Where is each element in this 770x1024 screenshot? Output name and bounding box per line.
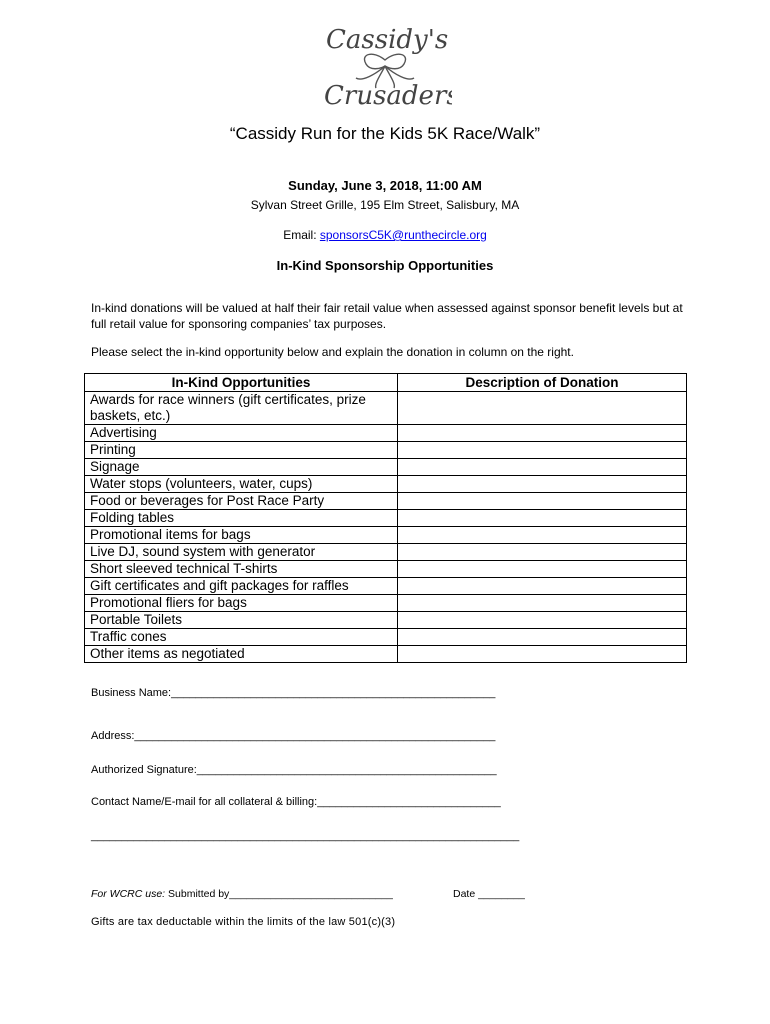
description-cell[interactable] [398,510,687,527]
table-row [85,442,687,459]
table-row [85,561,687,578]
table-row [85,595,687,612]
description-cell[interactable] [398,646,687,663]
table-row [85,646,687,663]
tax-note: Gifts are tax deductable within the limits of the law 501(c)(3) [91,916,396,928]
opportunity-cell[interactable]: Traffic cones [85,629,398,646]
table-row [85,392,687,425]
address-field[interactable]: Address:___________________________________________________________ [91,730,496,742]
contact-continuation-line[interactable]: ______________________________________________________________________ [91,830,520,842]
opportunity-cell[interactable]: Promotional items for bags [85,527,398,544]
header-opportunities: In-Kind Opportunities [85,374,398,392]
wcrc-use-label: For WCRC use: [91,888,166,900]
table-row [85,612,687,629]
description-cell[interactable] [398,612,687,629]
opportunity-cell[interactable]: Folding tables [85,510,398,527]
business-name-field[interactable]: Business Name:_____________________________________________________ [91,687,496,699]
opportunity-cell[interactable]: Food or beverages for Post Race Party [85,493,398,510]
description-cell[interactable] [398,527,687,544]
table-header-row [85,374,687,392]
section-heading: In-Kind Sponsorship Opportunities [276,258,494,273]
table-row [85,578,687,595]
description-cell[interactable] [398,578,687,595]
opportunity-cell[interactable]: Signage [85,459,398,476]
submitted-by-field[interactable]: Submitted by____________________________ [165,888,393,900]
email-label: Email: [283,228,320,242]
logo-line2: Crusaders [324,81,452,111]
opportunity-cell[interactable]: Printing [85,442,398,459]
table-row [85,544,687,561]
wcrc-use-line [91,888,393,900]
authorized-signature-field[interactable]: Authorized Signature:_________________________________________________ [91,764,497,776]
description-cell[interactable] [398,544,687,561]
logo [318,14,452,118]
description-cell[interactable] [398,476,687,493]
table-row [85,629,687,646]
header-description: Description of Donation [398,374,687,392]
opportunity-cell[interactable]: Promotional fliers for bags [85,595,398,612]
description-cell[interactable] [398,459,687,476]
description-cell[interactable] [398,561,687,578]
description-cell[interactable] [398,595,687,612]
table-row [85,476,687,493]
table-row [85,493,687,510]
page-title: “Cassidy Run for the Kids 5K Race/Walk” [229,124,541,143]
table-row [85,527,687,544]
opportunity-cell[interactable]: Live DJ, sound system with generator [85,544,398,561]
description-cell[interactable] [398,425,687,442]
opportunity-cell[interactable]: Advertising [85,425,398,442]
date-field[interactable]: Date ________ [453,888,525,900]
event-venue: Sylvan Street Grille, 195 Elm Street, Salisbury, MA [250,198,520,212]
description-cell[interactable] [398,493,687,510]
table-row [85,425,687,442]
instruction-paragraph: Please select the in-kind opportunity below and explain the donation in column on the right. [91,345,574,359]
contact-field[interactable]: Contact Name/E-mail for all collateral & billing:______________________________ [91,796,501,808]
table-row [85,510,687,527]
opportunity-cell[interactable]: Short sleeved technical T-shirts [85,561,398,578]
intro-paragraph: In-kind donations will be valued at half their fair retail value when assessed against sponsor benefit levels but at full retail value for sponsoring companies’ tax purposes. [91,301,683,331]
opportunity-cell[interactable]: Water stops (volunteers, water, cups) [85,476,398,493]
table-row [85,459,687,476]
logo-line1: Cassidy's [326,25,449,55]
opportunity-cell[interactable]: Portable Toilets [85,612,398,629]
inkind-table [84,373,687,663]
opportunity-cell[interactable]: Other items as negotiated [85,646,398,663]
description-cell[interactable] [398,392,687,425]
opportunity-cell[interactable]: Gift certificates and gift packages for raffles [85,578,398,595]
email-line [0,228,770,242]
description-cell[interactable] [398,629,687,646]
opportunity-cell[interactable]: Awards for race winners (gift certificates, prize baskets, etc.) [85,392,398,425]
email-link[interactable]: sponsorsC5K@runthecircle.org [319,228,487,242]
event-date: Sunday, June 3, 2018, 11:00 AM [288,178,482,193]
cassidys-crusaders-logo [318,14,452,118]
description-cell[interactable] [398,442,687,459]
